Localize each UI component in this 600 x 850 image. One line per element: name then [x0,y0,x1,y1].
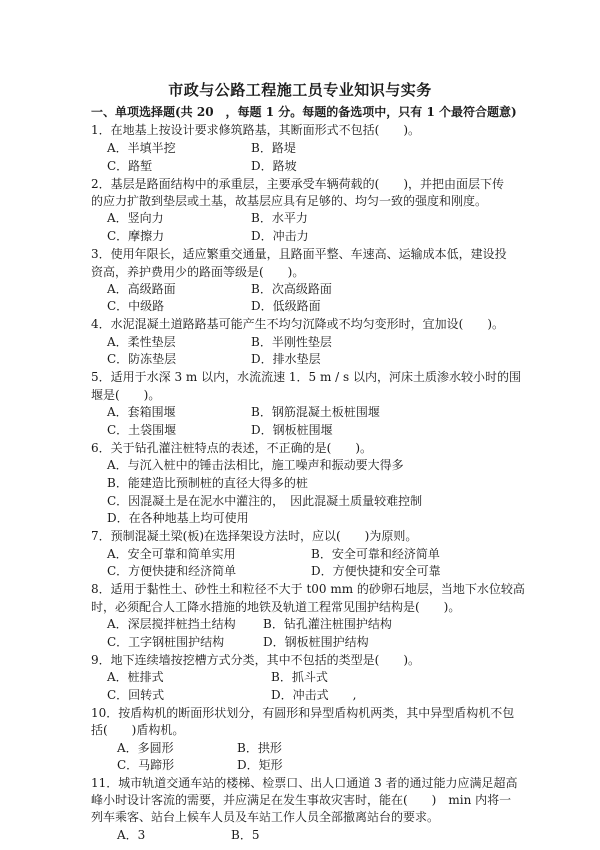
question-7-option-c: C．方便快捷和经济简单 [107,564,237,578]
question-5-option-c: C．土袋围堰 [107,423,177,437]
question-6-option-d: D．在各种地基上均可使用 [107,511,249,525]
question-7-option-a: A．安全可靠和简单实用 [107,546,236,561]
question-11-stem-line-2: 峰小时设计客流的需要，并应满足在发生事故灾害时，能在( ) min 内将一 [91,793,512,807]
question-10-stem-line-2: 括( )盾构机。 [91,723,185,737]
question-11-option-a: A．3 [117,828,146,842]
question-4-option-d: D．排水垫层 [251,352,321,366]
question-2-option-d: D．冲击力 [251,229,309,243]
question-5-stem-line-2: 堰是( )。 [91,388,161,402]
question-9-stem: 9．地下连续墙按挖槽方式分类，其中不包括的类型是( )。 [91,652,421,667]
question-11-stem-line-1: 11．城市轨道交通车站的楼梯、检票口、出人口通道 3 者的通过能力应满足超高 [91,776,518,790]
question-7-stem: 7．预制混凝土梁(板)在选择架设方法时，应以( )为原则。 [91,529,418,543]
question-2-option-c: C．摩擦力 [107,229,165,243]
question-3-option-a: A．高级路面 [107,282,176,296]
question-6-stem: 6．关于钻孔灌注桩特点的表述，不正确的是( )。 [91,441,373,455]
question-4-option-b: B．半刚性垫层 [251,335,332,349]
question-8-stem-line-2: 时，必须配合人工降水措施的地铁及轨道工程常见围护结构是( )。 [91,599,461,614]
question-2-option-b: B．水平力 [251,211,308,225]
question-1-stem: 1．在地基上按设计要求修筑路基，其断面形式不包括( )。 [91,123,421,137]
question-8-option-c: C．工字钢桩围护结构 [107,635,225,649]
question-9-option-b: B．抓斗式 [271,670,328,684]
question-3-option-d: D．低级路面 [251,299,321,313]
question-3-stem-line-1: 3．使用年限长，适应繁重交通量，且路面平整、车速高、运输成本低，建设投 [91,247,507,261]
question-2-stem-line-1: 2．基层是路面结构中的承重层，主要承受车辆荷载的( )，并把由面层下传 [91,176,505,191]
question-4-stem: 4．水泥混凝土道路路基可能产生不均匀沉降或不均匀变形时，宜加设( )。 [91,317,505,331]
question-9-option-c: C．回转式 [107,687,165,702]
question-9-option-d: D．冲击式 , [271,687,357,702]
question-4-option-c: C．防冻垫层 [107,352,177,366]
question-3-option-b: B．次高级路面 [251,282,332,296]
question-2-stem-line-2: 的应力扩散到垫层或土基，故基层应具有足够的、均匀一致的强度和刚度。 [91,194,488,208]
question-6-option-c: C．因混凝土是在泥水中灌注的， 因此混凝土质量较难控制 [107,494,423,508]
question-10-option-d: D．矩形 [237,758,283,772]
question-6-option-a: A．与沉入桩中的锤击法相比，施工噪声和振动要大得多 [107,458,404,472]
question-5-option-b: B．钢筋混凝土板桩围堰 [251,405,380,419]
question-7-option-b: B．安全可靠和经济简单 [311,546,440,561]
page-title: 市政与公路工程施工员专业知识与实务 [168,81,432,99]
question-10-option-c: C．马蹄形 [117,758,175,772]
question-1-option-b: B．路堤 [251,141,296,155]
question-11-stem-line-3: 列车乘客、站台上候车人员及车站工作人员全部撤离站台的要求。 [91,810,440,824]
question-10-stem-line-1: 10．按盾构机的断面形状划分，有圆形和异型盾构机两类，其中异型盾构机不包 [91,705,515,720]
question-1-option-c: C．路堑 [107,159,153,173]
question-3-stem-line-2: 资高，养护费用少的路面等级是( )。 [91,264,305,279]
question-3-option-c: C．中级路 [107,299,165,313]
question-5-option-d: D．钢板桩围堰 [251,423,333,437]
question-7-option-d: D．方便快捷和安全可靠 [311,564,441,578]
question-1-option-d: D．路坡 [251,159,297,173]
question-5-stem-line-1: 5．适用于水深 3 m 以内，水流流速 1．5 m / s 以内，河床土质渗水较小时的围 [91,370,522,384]
question-8-option-a: A．深层搅拌桩挡土结构 [107,617,236,631]
question-8-stem-line-1: 8．适用于黏性土、砂性土和粒径不大于 t00 mm 的砂卵石地层，当地下水位较高 [91,582,525,596]
question-5-option-a: A．套箱围堰 [107,405,176,419]
question-2-option-a: A．竖向力 [107,211,164,225]
question-11-option-b: B．5 [231,828,260,842]
question-10-option-a: A．多圆形 [117,740,174,755]
question-6-option-b: B．能建造比预制桩的直径大得多的桩 [107,476,308,490]
question-8-option-d: D．钢板桩围护结构 [263,635,369,649]
question-9-option-a: A．桩排式 [107,670,164,684]
question-1-option-a: A．半填半挖 [107,141,176,155]
question-4-option-a: A．柔性垫层 [107,335,176,349]
question-8-option-b: B．钻孔灌注桩围护结构 [263,617,392,631]
question-10-option-b: B．拱形 [237,740,282,755]
section-heading: 一、单项选择题(共 20 ，每题 1 分。每题的备选项中，只有 1 个最符合题意) [91,105,517,119]
